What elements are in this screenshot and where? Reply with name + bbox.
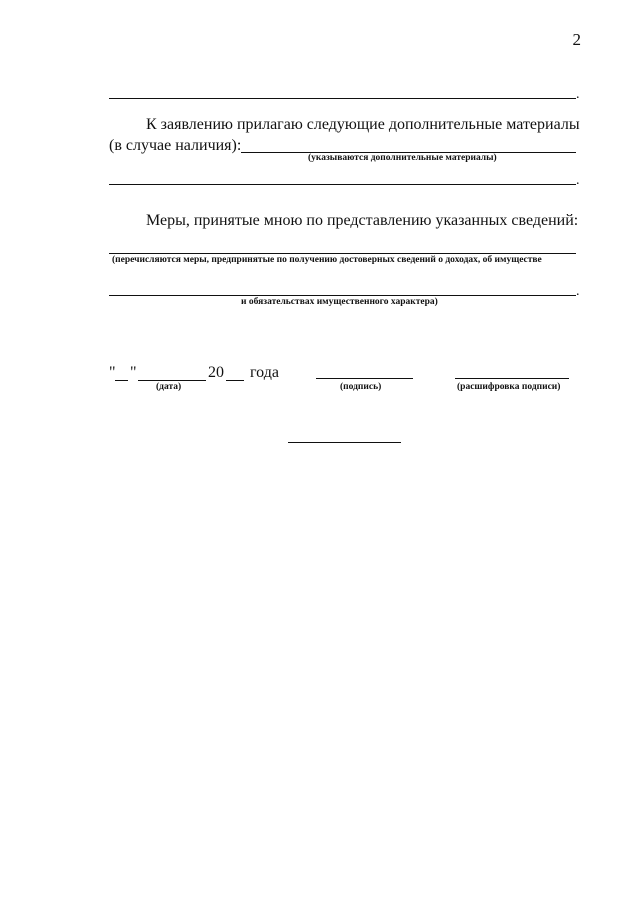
attachments-input-line-2[interactable] [109,184,576,185]
blank-line-top[interactable] [109,98,576,99]
attachments-text-line2: (в случае наличия): [109,137,242,154]
attachments-text-line1: К заявлению прилагаю следующие дополнительные материалы [146,116,580,133]
date-day-line[interactable] [115,380,128,381]
period-mark: . [576,87,580,102]
decoding-caption: (расшифровка подписи) [457,382,561,392]
date-quote-close: " [130,364,137,381]
date-month-line[interactable] [138,380,206,381]
date-quote-open: " [109,364,116,381]
measures-input-line-1[interactable] [109,253,576,254]
attachments-caption: (указываются дополнительные материалы) [308,153,497,163]
bottom-separator [288,442,401,443]
period-mark: . [576,173,580,188]
date-caption: (дата) [156,382,182,392]
measures-caption-2: и обязательствах имущественного характера) [241,297,438,307]
date-year-suffix: года [250,364,279,381]
date-year-line[interactable] [226,380,244,381]
measures-input-line-2[interactable] [109,295,576,296]
measures-heading: Меры, принятые мною по представлению указанных сведений: [146,212,579,229]
signature-line[interactable] [316,378,413,379]
decoding-line[interactable] [455,378,569,379]
date-year-prefix: 20 [208,364,224,381]
signature-caption: (подпись) [340,382,382,392]
page-number: 2 [572,30,581,49]
measures-caption-1: (перечисляются меры, предпринятые по получению достоверных сведений о доходах, об имуществе [112,255,542,265]
period-mark: . [576,284,580,299]
